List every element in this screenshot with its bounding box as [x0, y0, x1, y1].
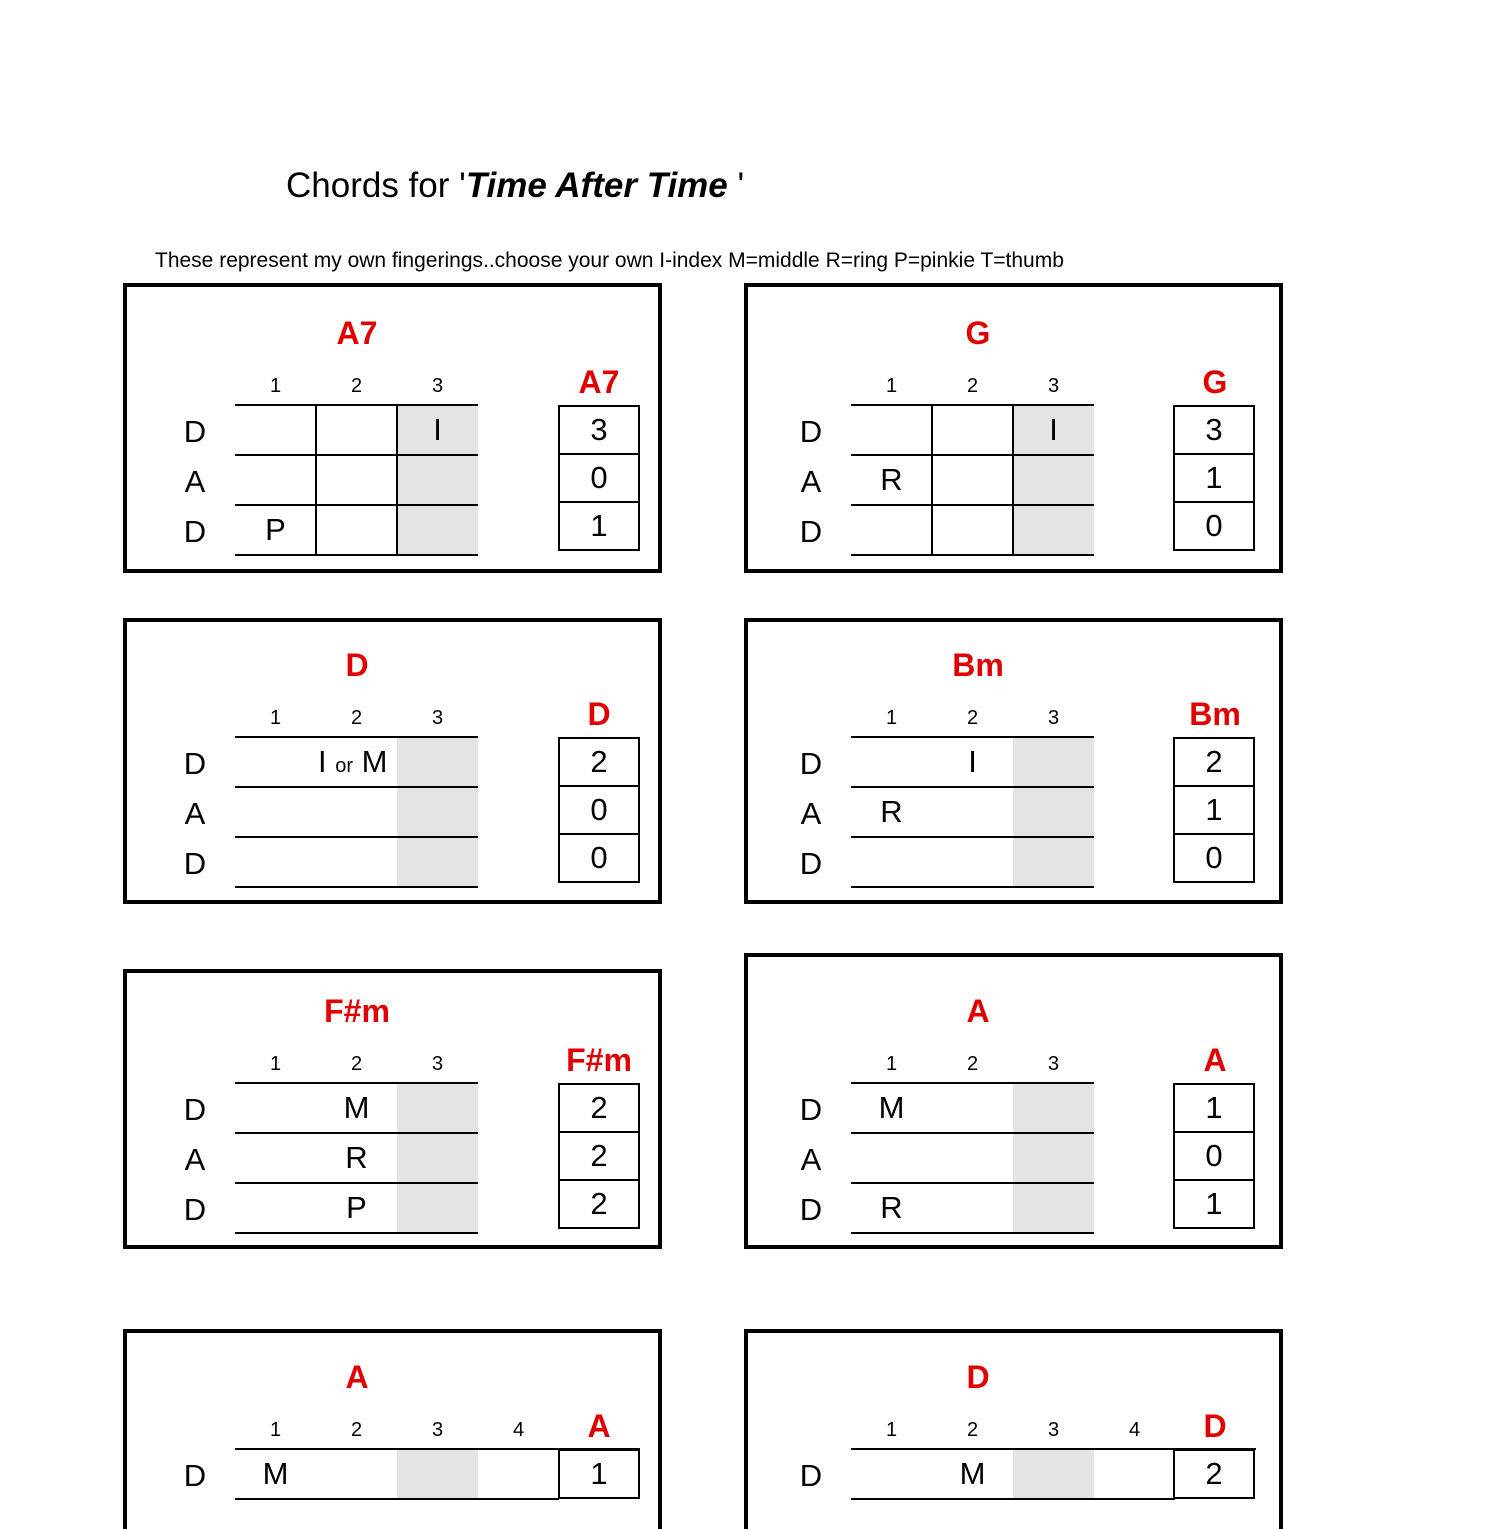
fret-value: 2: [558, 1083, 640, 1133]
string-line: [235, 1232, 478, 1234]
finger-cell: [316, 787, 397, 837]
finger-cell: [235, 737, 316, 787]
string-label: D: [799, 414, 823, 449]
finger-cell: [932, 455, 1013, 505]
string-line: [851, 554, 1094, 556]
string-label: D: [183, 846, 207, 881]
fret-number: 2: [966, 1053, 979, 1075]
fret-number: 2: [350, 375, 363, 397]
finger-second: M: [361, 744, 388, 779]
finger-cell: M: [959, 1456, 986, 1491]
finger-cell: [1013, 1133, 1094, 1183]
fret-number: 3: [1047, 375, 1060, 397]
finger-cell: [235, 405, 316, 455]
chord-title: D: [345, 647, 369, 683]
finger-cell: [1013, 455, 1094, 505]
chord-side-title: F#m: [566, 1042, 632, 1078]
fret-number: 3: [1047, 707, 1060, 729]
chord-side-title: A: [1203, 1042, 1227, 1078]
string-label: A: [184, 796, 206, 831]
chord-title: F#m: [324, 993, 390, 1029]
fret-line: [396, 404, 398, 556]
fret-number: 1: [885, 375, 898, 397]
string-label: D: [183, 746, 207, 781]
fret-number: 2: [966, 1419, 979, 1441]
finger-cell: [235, 787, 316, 837]
finger-cell: [397, 455, 478, 505]
fret-value: 1: [558, 501, 640, 551]
finger-cell: [235, 1183, 316, 1233]
chord-box-a-4-fret: [123, 1329, 662, 1529]
finger-cell: [932, 787, 1013, 837]
fret-number: 1: [269, 1053, 282, 1075]
finger-first: I: [318, 744, 327, 779]
fret-number: 3: [1047, 1053, 1060, 1075]
finger-cell: [397, 505, 478, 555]
finger-cell: [235, 1083, 316, 1133]
string-line: [235, 454, 478, 456]
finger-cell: [932, 1083, 1013, 1133]
fret-number: 1: [269, 707, 282, 729]
string-line: [235, 836, 478, 838]
finger-cell: R: [880, 462, 903, 497]
finger-cell: R: [880, 794, 903, 829]
finger-cell: [1013, 787, 1094, 837]
string-line: [851, 454, 1094, 456]
string-line: [851, 836, 1094, 838]
string-line: [235, 1132, 478, 1134]
or-separator: or: [335, 755, 354, 777]
string-label: D: [183, 514, 207, 549]
string-label: A: [800, 464, 822, 499]
finger-cell: P: [346, 1190, 367, 1225]
fret-number: 2: [350, 1419, 363, 1441]
finger-cell-index-or-middle: [316, 737, 397, 787]
fret-number: 2: [966, 707, 979, 729]
fret-number: 1: [269, 375, 282, 397]
finger-cell: R: [345, 1140, 368, 1175]
string-line: [851, 736, 1094, 738]
fret-line: [315, 404, 317, 556]
fret-value: 1: [558, 1449, 640, 1499]
fret-number: 2: [350, 707, 363, 729]
chord-box-a: [744, 953, 1283, 1249]
string-label: A: [800, 1142, 822, 1177]
chord-side-title: G: [1202, 364, 1228, 400]
fret-value: 3: [1173, 405, 1255, 455]
string-label: D: [799, 514, 823, 549]
fret-value: 0: [558, 785, 640, 835]
fret-number: 1: [885, 1053, 898, 1075]
chord-box-bm: [744, 618, 1283, 904]
chord-title: A: [345, 1359, 369, 1395]
string-label: A: [184, 1142, 206, 1177]
finger-cell: [1013, 737, 1094, 787]
string-label: D: [799, 1092, 823, 1127]
finger-cell: [235, 837, 316, 887]
chord-box-a7: [123, 283, 662, 573]
string-label: A: [800, 796, 822, 831]
string-line: [851, 786, 1094, 788]
fret-number: 1: [885, 707, 898, 729]
fret-value: 1: [1173, 453, 1255, 503]
chord-box-d: [123, 618, 662, 904]
page-title: [286, 168, 744, 203]
fret-number: 3: [431, 1419, 444, 1441]
fret-value: 0: [1173, 833, 1255, 883]
fret-value: 0: [1173, 501, 1255, 551]
chord-title: D: [966, 1359, 990, 1395]
string-label: D: [183, 1192, 207, 1227]
finger-cell: P: [265, 512, 286, 547]
fret-number: 2: [966, 375, 979, 397]
finger-cell: [1013, 1083, 1094, 1133]
fret-value: 0: [558, 453, 640, 503]
finger-cell: [1013, 837, 1094, 887]
finger-cell: R: [880, 1190, 903, 1225]
title-suffix: ': [727, 166, 745, 205]
string-line: [235, 404, 478, 406]
finger-cell: [932, 1183, 1013, 1233]
fret-value: 1: [1173, 785, 1255, 835]
fret-number: 1: [269, 1419, 282, 1441]
fret-number: 3: [431, 1053, 444, 1075]
fret-value: 0: [1173, 1131, 1255, 1181]
finger-cell: [851, 1449, 932, 1499]
string-line: [851, 886, 1094, 888]
fret-value: 2: [1173, 1449, 1255, 1499]
string-line: [235, 786, 478, 788]
finger-cell: [932, 1133, 1013, 1183]
chord-title: A: [966, 993, 990, 1029]
finger-cell: [397, 1133, 478, 1183]
string-line: [851, 1182, 1094, 1184]
finger-cell: [397, 737, 478, 787]
string-line: [235, 1082, 478, 1084]
finger-cell: [478, 1449, 559, 1499]
finger-cell: [316, 1449, 397, 1499]
finger-cell: [397, 1183, 478, 1233]
fret-number: 2: [350, 1053, 363, 1075]
chord-side-title: A7: [578, 364, 620, 400]
title-prefix: Chords for ': [286, 166, 466, 205]
string-label: D: [799, 1458, 823, 1493]
chord-side-title: D: [1203, 1408, 1227, 1444]
string-line: [851, 1232, 1094, 1234]
finger-cell: [851, 737, 932, 787]
finger-cell: [851, 1133, 932, 1183]
chord-box-f-sharp-m: [123, 969, 662, 1249]
finger-cell: [316, 505, 397, 555]
finger-cell: M: [262, 1456, 289, 1491]
string-label: D: [799, 846, 823, 881]
finger-cell: [316, 405, 397, 455]
string-line: [851, 1132, 1094, 1134]
fret-value: 1: [1173, 1083, 1255, 1133]
finger-cell: [397, 787, 478, 837]
finger-cell: [1094, 1449, 1175, 1499]
fret-value: 1: [1173, 1179, 1255, 1229]
finger-cell: [932, 505, 1013, 555]
fret-number: 4: [512, 1419, 525, 1441]
fret-value: 2: [558, 1131, 640, 1181]
fret-number: 1: [885, 1419, 898, 1441]
finger-cell: [932, 405, 1013, 455]
string-line: [851, 404, 1094, 406]
fret-value: 2: [558, 737, 640, 787]
finger-cell: [316, 455, 397, 505]
finger-cell: [235, 1133, 316, 1183]
string-label: D: [799, 746, 823, 781]
chord-title: Bm: [952, 647, 1004, 683]
finger-cell: I: [397, 405, 478, 455]
string-label: D: [183, 1092, 207, 1127]
chord-box-g: [744, 283, 1283, 573]
chord-title: A7: [336, 315, 378, 351]
finger-cell: [1013, 505, 1094, 555]
chord-box-d-4-fret: [744, 1329, 1283, 1529]
string-line: [235, 736, 478, 738]
string-line: [235, 886, 478, 888]
chord-side-title: A: [587, 1408, 611, 1444]
finger-cell: [851, 405, 932, 455]
finger-cell: I: [1013, 405, 1094, 455]
finger-cell: [1013, 1183, 1094, 1233]
song-title: Time After Time: [465, 166, 728, 205]
finger-cell: M: [343, 1090, 370, 1125]
chord-side-title: D: [587, 696, 611, 732]
fingering-legend: These represent my own fingerings..choose your own I-index M=middle R=ring P=pinkie T=thumb: [155, 249, 1064, 272]
finger-cell: [316, 837, 397, 887]
finger-cell: [1013, 1449, 1094, 1499]
fret-value: 0: [558, 833, 640, 883]
string-line: [235, 1182, 478, 1184]
fret-line: [931, 404, 933, 556]
finger-cell: M: [878, 1090, 905, 1125]
fret-line: [1012, 404, 1014, 556]
string-line: [235, 554, 478, 556]
chord-side-title: Bm: [1189, 696, 1241, 732]
fret-value: 3: [558, 405, 640, 455]
string-line: [851, 504, 1094, 506]
finger-cell: [932, 837, 1013, 887]
finger-cell: [235, 455, 316, 505]
finger-cell: [851, 505, 932, 555]
finger-cell: [397, 1083, 478, 1133]
chord-title: G: [965, 315, 991, 351]
finger-cell: [397, 837, 478, 887]
string-line: [235, 504, 478, 506]
fret-value: 2: [558, 1179, 640, 1229]
string-label: D: [183, 1458, 207, 1493]
string-label: D: [799, 1192, 823, 1227]
string-label: D: [183, 414, 207, 449]
finger-cell: [851, 837, 932, 887]
fret-number: 3: [431, 375, 444, 397]
fret-number: 3: [1047, 1419, 1060, 1441]
fret-number: 4: [1128, 1419, 1141, 1441]
string-label: A: [184, 464, 206, 499]
string-line: [851, 1082, 1094, 1084]
fret-number: 3: [431, 707, 444, 729]
fret-value: 2: [1173, 737, 1255, 787]
finger-cell: I: [968, 744, 977, 779]
finger-cell: [397, 1449, 478, 1499]
